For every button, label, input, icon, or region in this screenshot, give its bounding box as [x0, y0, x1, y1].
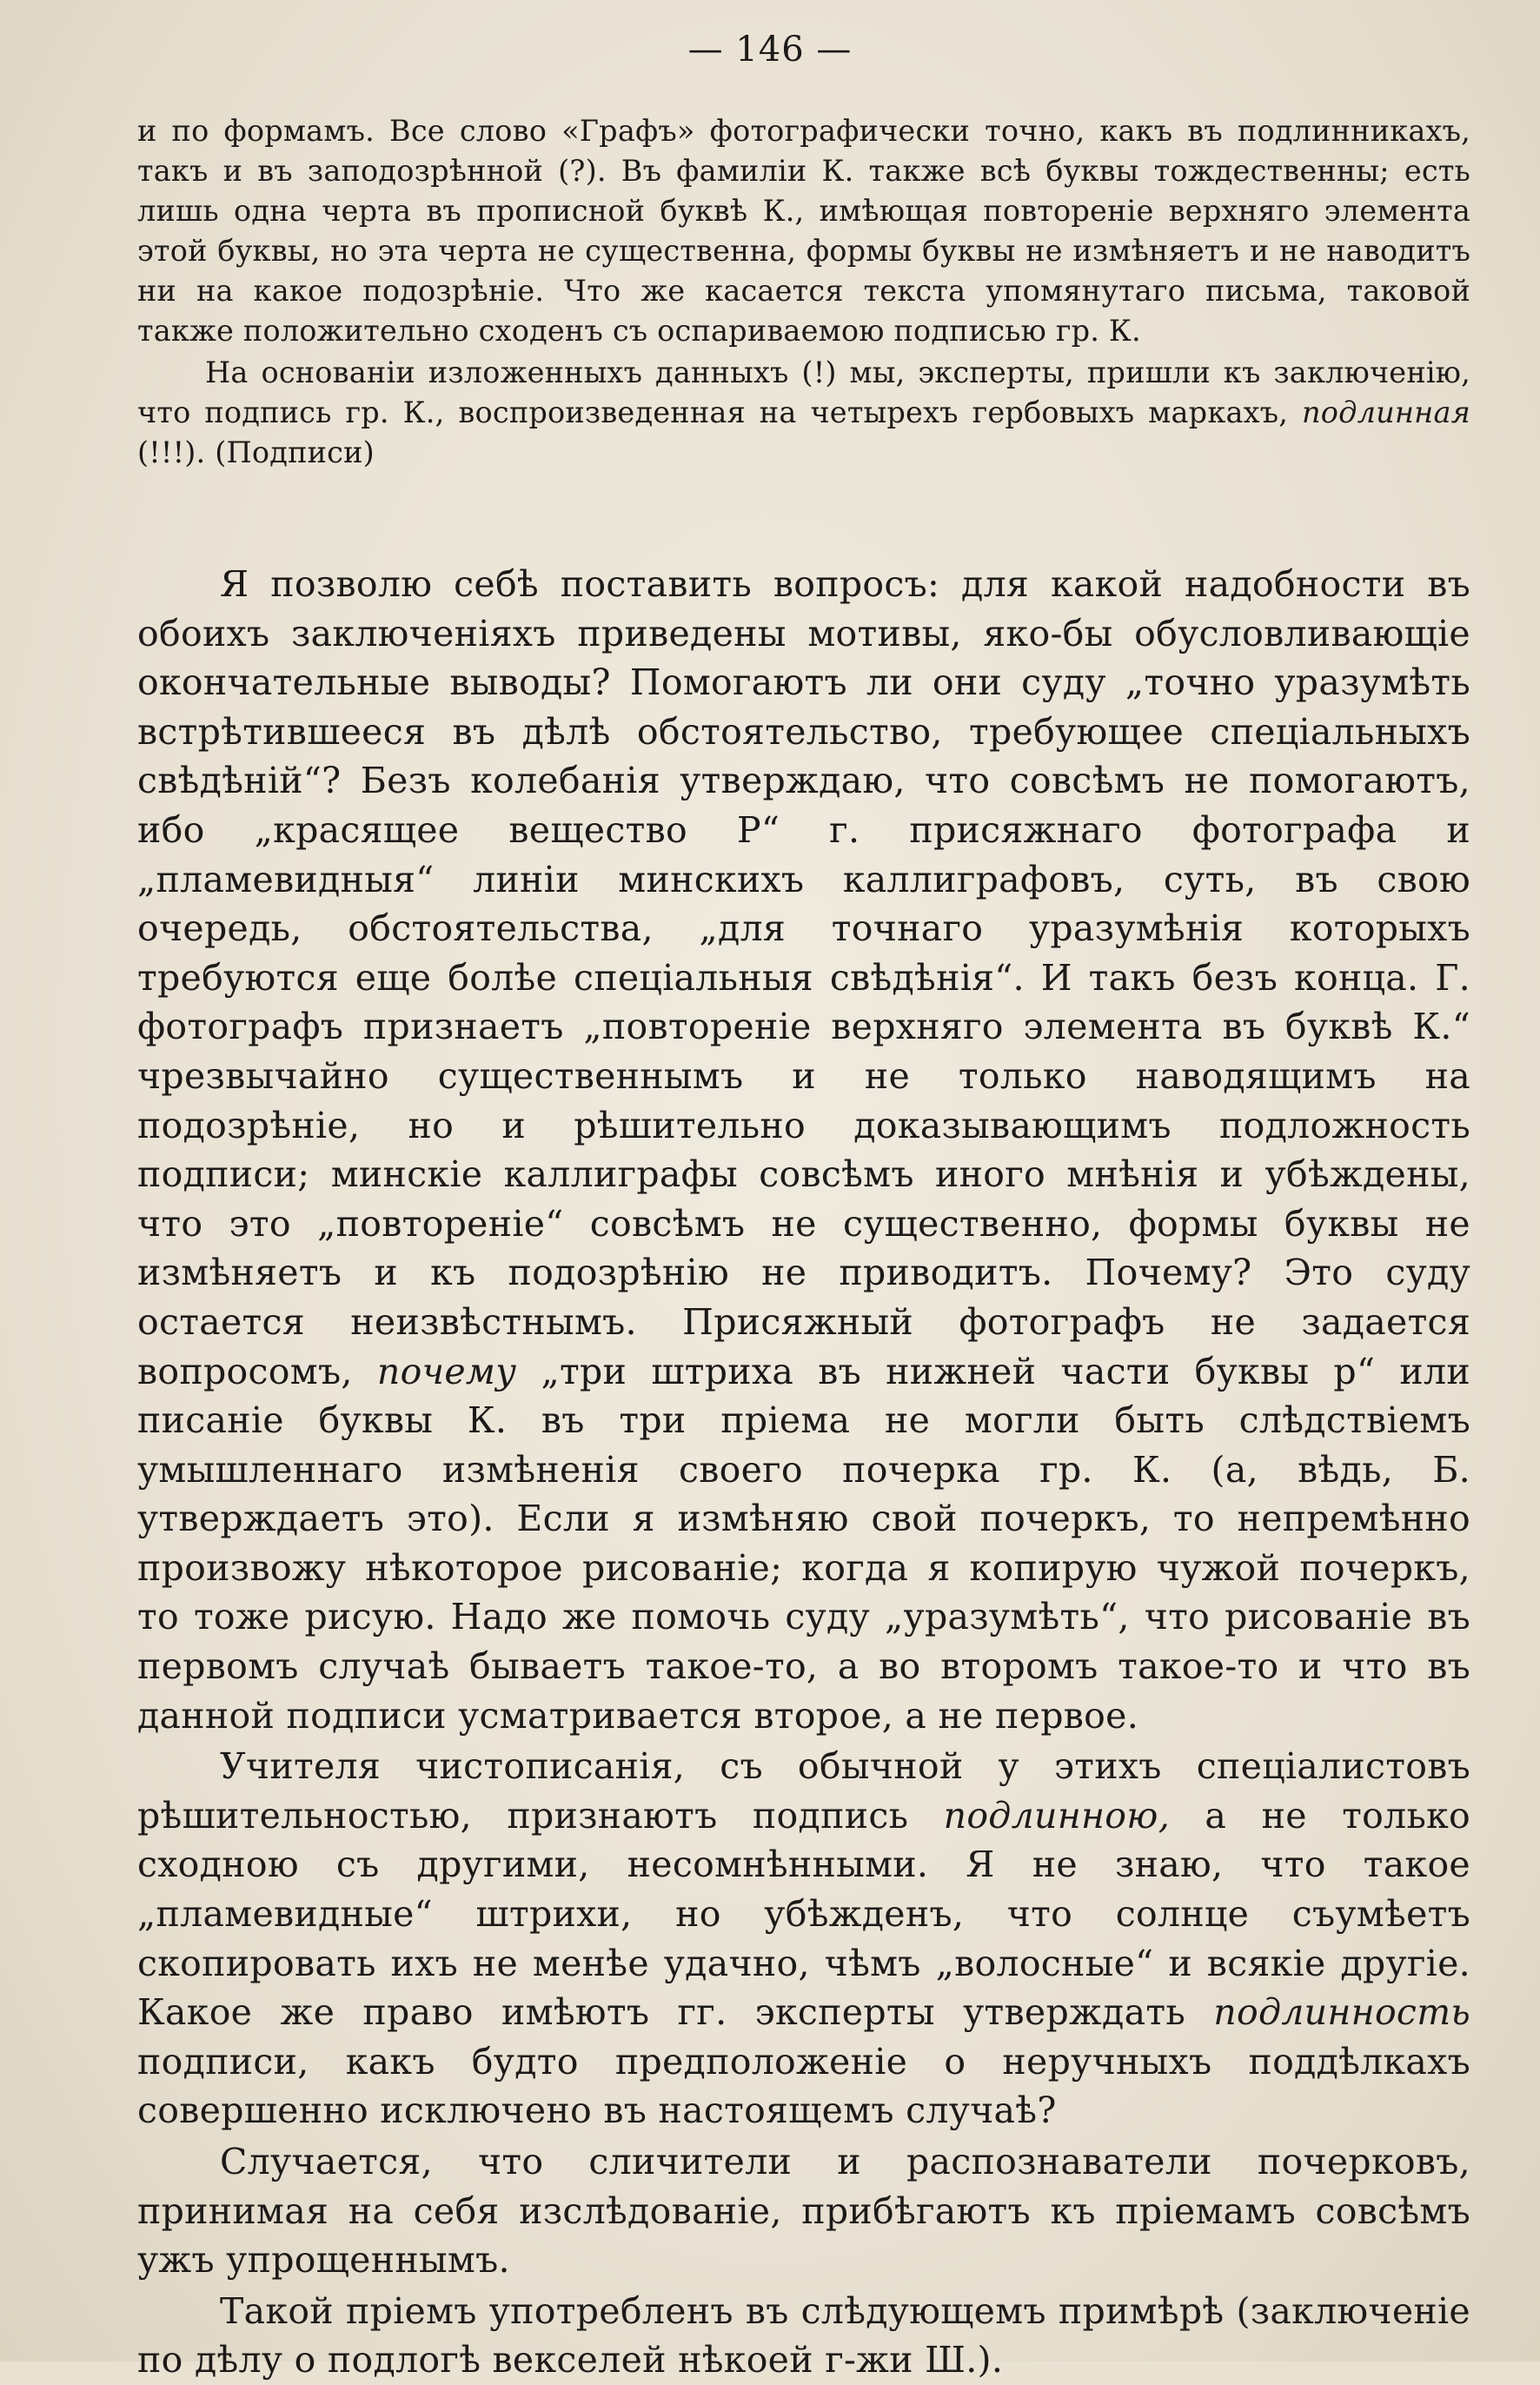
body-paragraph-1	[137, 560, 1470, 1740]
quote-paragraph-1-text: и по формамъ. Все слово «Графъ» фотографически точно, какъ въ подлинникахъ, такъ и въ заподозрѣнной (?). Въ фамиліи К. также всѣ буквы тождественны; есть лишь одна черта въ прописной буквѣ К., имѣющая повтореніе верхняго элемента этой буквы, но эта черта не существенна, формы буквы не измѣняетъ и не наводитъ ни на какое подозрѣніе. Что же касается текста упомянутаго письма, таковой также положительно сходенъ съ оспариваемою подписью гр. К.	[137, 114, 1470, 348]
body-paragraph-4-text: Такой пріемъ употребленъ въ слѣдующемъ примѣрѣ (заключеніе по дѣлу о подлогѣ векселей нѣкоей г-жи Ш.).	[137, 2289, 1470, 2382]
main-text	[137, 560, 1470, 2385]
quote-paragraph-2	[137, 353, 1470, 473]
body-paragraph-1-text-1: Я позволю себѣ поставить вопросъ: для какой надобности въ обоихъ заключеніяхъ приведены мотивы, яко-бы обусловливающіе окончательные выводы? Помогаютъ ли они суду „точно уразумѣть встрѣтившееся въ дѣлѣ обстоятельство, требующее спеціальныхъ свѣдѣній“? Безъ колебанія утверждаю, что совсѣмъ не помогаютъ, ибо „красящее вещество Р“ г. присяжнаго фотографа и „пламевидныя“ линіи минскихъ каллиграфовъ, суть, въ свою очередь, обстоятельства, „для точнаго уразумѣнія которыхъ требуются еще болѣе спеціальныя свѣдѣнія“. И такъ безъ конца. Г. фотографъ признаетъ „повтореніе верхняго элемента въ буквѣ К.“ чрезвычайно существеннымъ и не только наводящимъ на подозрѣніе, но и рѣшительно доказывающимъ подложность подписи; минскіе каллиграфы совсѣмъ иного мнѣнія и убѣждены, что это „повтореніе“ совсѣмъ не существенно, формы буквы не измѣняетъ и къ подозрѣнію не приводитъ. Почему? Это суду остается неизвѣстнымъ. Присяжный фотографъ не задается вопросомъ,	[137, 563, 1470, 1392]
body-paragraph-2-emphasis-2: подлинность	[1213, 1991, 1470, 2034]
quote-paragraph-2-emphasis: подлинная	[1302, 395, 1470, 429]
quote-paragraph-1	[137, 111, 1470, 351]
body-paragraph-1-text-2: „три штриха въ нижней части буквы р“ или писаніе буквы К. въ три пріема не могли быть слѣдствіемъ умышленнаго измѣненія своего почерка гр. К. (а, вѣдь, Б. утверждаетъ это). Если я измѣняю свой почеркъ, то непремѣнно произвожу нѣкоторое рисованіе; когда я копирую чужой почеркъ, то тоже рисую. Надо же помочь суду „уразумѣть“, что рисованіе въ первомъ случаѣ бываетъ такое-то, а во второмъ такое-то и что въ данной подписи усматривается второе, а не первое.	[137, 1350, 1471, 1737]
body-paragraph-2-emphasis-1: подлинною,	[943, 1794, 1171, 1837]
quote-paragraph-2-text-2: (!!!). (Подписи)	[137, 435, 375, 469]
body-paragraph-3-text: Случается, что сличители и распознаватели почерковъ, принимая на себя изслѣдованіе, прибѣгаютъ къ пріемамъ совсѣмъ ужъ упрощеннымъ.	[137, 2141, 1470, 2282]
body-paragraph-1-emphasis: почему	[376, 1350, 517, 1392]
body-paragraph-2	[137, 1742, 1470, 2136]
body-paragraph-4	[137, 2287, 1470, 2385]
page-number: — 146 —	[687, 30, 853, 70]
quote-paragraph-2-text-1: На основаніи изложенныхъ данныхъ (!) мы, эксперты, пришли къ заключенію, что подпись гр. К., воспроизведенная на четырехъ гербовыхъ маркахъ,	[137, 355, 1470, 429]
body-paragraph-2-text-2: а не только сходною съ другими, несомнѣнными. Я не знаю, что такое „пламевидные“ штрихи, но убѣжденъ, что солнце съумѣетъ скопировать ихъ не менѣе удачно, чѣмъ „волосные“ и всякіе другіе. Какое же право имѣютъ гг. эксперты утверждать	[137, 1794, 1470, 2034]
quoted-expert-conclusion	[137, 111, 1470, 473]
body-paragraph-2-text-3: подписи, какъ будто предположеніе о неручныхъ поддѣлкахъ совершенно исключено въ настоящемъ случаѣ?	[137, 2040, 1470, 2132]
body-paragraph-2-text-1: Учителя чистописанія, съ обычной у этихъ спеціалистовъ рѣшительностью, признаютъ подпись	[137, 1745, 1470, 1837]
body-paragraph-3	[137, 2137, 1470, 2285]
